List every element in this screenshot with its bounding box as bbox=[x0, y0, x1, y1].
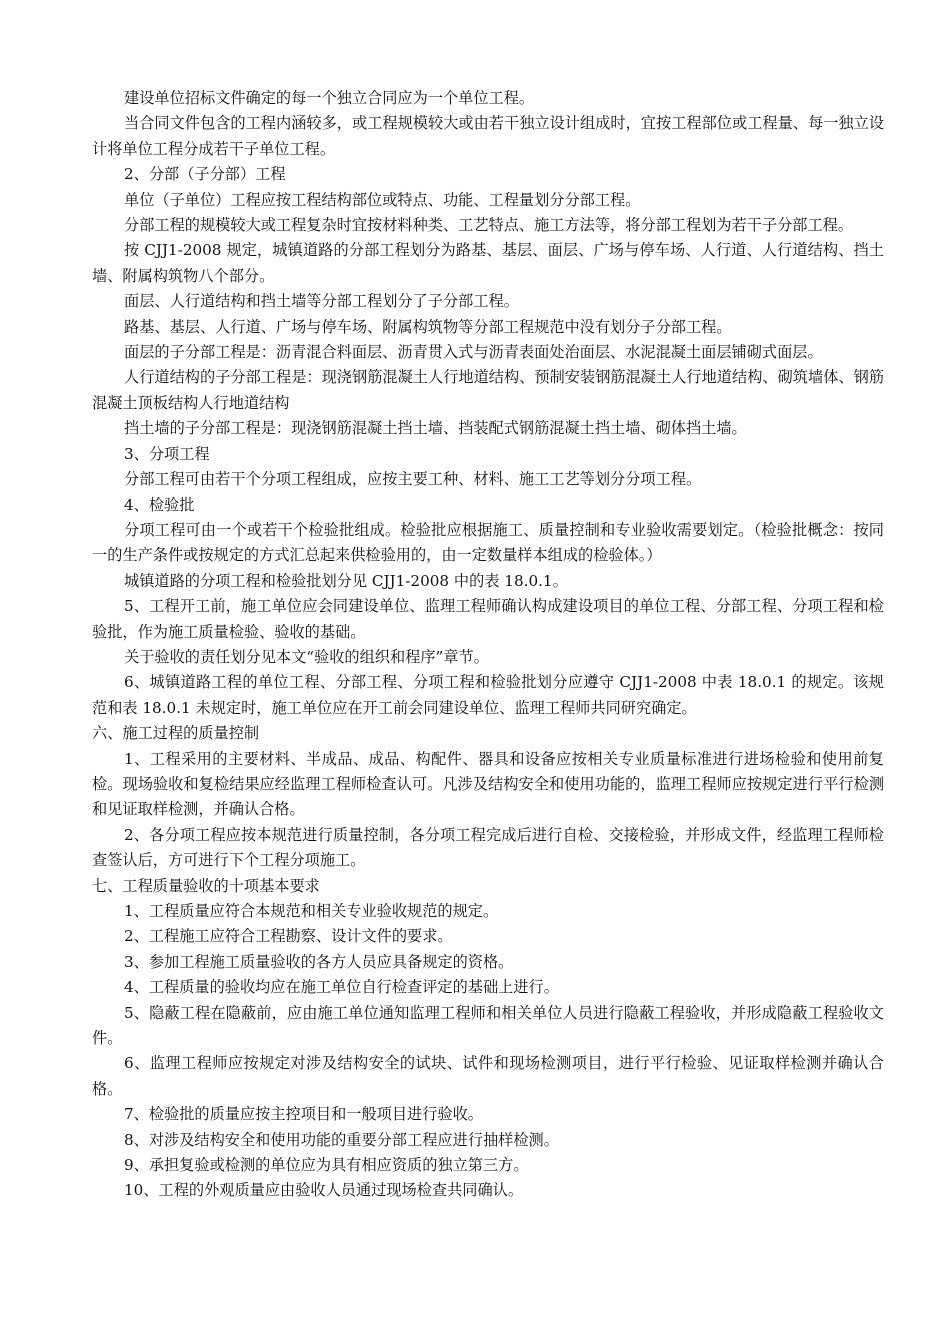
chapter-heading: 六、施工过程的质量控制 bbox=[92, 724, 260, 743]
list-item: 6、监理工程师应按规定对涉及结构安全的试块、试件和现场检测项目，进行平行检验、见证取样检测并确认合格。 bbox=[92, 1054, 884, 1098]
list-item: 9、承担复验或检测的单位应为具有相应资质的独立第三方。 bbox=[124, 1156, 529, 1175]
paragraph: 挡土墙的子分部工程是：现浇钢筋混凝土挡土墙、挡装配式钢筋混凝土挡土墙、砌体挡土墙。 bbox=[124, 419, 747, 438]
paragraph: 面层、人行道结构和挡土墙等分部工程划分了子分部工程。 bbox=[124, 292, 519, 311]
list-item: 5、隐蔽工程在隐蔽前，应由施工单位通知监理工程师和相关单位人员进行隐蔽工程验收，并形成隐蔽工程验收文件。 bbox=[92, 1003, 884, 1048]
paragraph: 6、城镇道路工程的单位工程、分部工程、分项工程和检验批划分应遵守 CJJ1-2008 中表 18.0.1 的规定。该规范和表 18.0.1 未规定时，施工单位应在开工前会同建设单位、监理工程师共同研究确定。 bbox=[92, 673, 884, 717]
paragraph: 5、工程开工前，施工单位应会同建设单位、监理工程师确认构成建设项目的单位工程、分部工程、分项工程和检验批，作为施工质量检验、验收的基础。 bbox=[92, 597, 884, 641]
paragraph: 人行道结构的子分部工程是：现浇钢筋混凝土人行地道结构、预制安装钢筋混凝土人行地道结构、砌筑墙体、钢筋混凝土顶板结构人行地道结构 bbox=[92, 368, 884, 412]
section-heading: 3、分项工程 bbox=[124, 444, 210, 463]
list-item: 3、参加工程施工质量验收的各方人员应具备规定的资格。 bbox=[124, 952, 514, 971]
list-item: 1、工程质量应符合本规范和相关专业验收规范的规定。 bbox=[124, 902, 499, 920]
list-item: 7、检验批的质量应按主控项目和一般项目进行验收。 bbox=[124, 1105, 483, 1124]
paragraph: 路基、基层、人行道、广场与停车场、附属构筑物等分部工程规范中没有划分子分部工程。 bbox=[124, 317, 732, 336]
list-item: 4、工程质量的验收均应在施工单位自行检查评定的基础上进行。 bbox=[124, 978, 559, 997]
paragraph: 当合同文件包含的工程内涵较多，或工程规模较大或由若干独立设计组成时，宜按工程部位或工程量、每一独立设计将单位工程分成若干子单位工程。 bbox=[92, 114, 884, 158]
list-item: 8、对涉及结构安全和使用功能的重要分部工程应进行抽样检测。 bbox=[124, 1130, 559, 1149]
paragraph: 分项工程可由一个或若干个检验批组成。检验批应根据施工、质量控制和专业验收需要划定。（检验批概念：按同一的生产条件或按规定的方式汇总起来供检验用的，由一定数量样本组成的检验体。） bbox=[92, 520, 884, 565]
paragraph: 分部工程的规模较大或工程复杂时宜按材料种类、工艺特点、施工方法等，将分部工程划为若干子分部工程。 bbox=[124, 216, 853, 235]
paragraph: 面层的子分部工程是：沥青混合料面层、沥青贯入式与沥青表面处治面层、水泥混凝土面层铺砌式面层。 bbox=[124, 343, 823, 362]
paragraph: 单位（子单位）工程应按工程结构部位或特点、功能、工程量划分分部工程。 bbox=[124, 190, 641, 209]
section-heading: 4、检验批 bbox=[124, 495, 195, 514]
paragraph: 按 CJJ1-2008 规定，城镇道路的分部工程划分为路基、基层、面层、广场与停车场、人行道、人行道结构、挡土墙、附属构筑物八个部分。 bbox=[92, 241, 884, 285]
paragraph: 分部工程可由若干个分项工程组成，应按主要工种、材料、施工工艺等划分分项工程。 bbox=[124, 470, 702, 489]
paragraph: 2、各分项工程应按本规范进行质量控制，各分项工程完成后进行自检、交接检验，并形成文件，经监理工程师检查签认后，方可进行下个工程分项施工。 bbox=[92, 825, 884, 870]
document-page bbox=[92, 86, 884, 1204]
paragraph: 关于验收的责任划分见本文“验收的组织和程序”章节。 bbox=[124, 647, 489, 666]
paragraph: 1、工程采用的主要材料、半成品、成品、构配件、器具和设备应按相关专业质量标准进行进场检验和使用前复检。现场验收和复检结果应经监理工程师检查认可。凡涉及结构安全和使用功能的，监理工程师应按规定进行平行检测和见证取样检测，并确认合格。 bbox=[92, 749, 884, 819]
list-item: 10、工程的外观质量应由验收人员通过现场检查共同确认。 bbox=[124, 1181, 524, 1200]
list-item: 2、工程施工应符合工程勘察、设计文件的要求。 bbox=[124, 927, 453, 946]
chapter-heading: 七、工程质量验收的十项基本要求 bbox=[92, 876, 320, 895]
paragraph: 建设单位招标文件确定的每一个独立合同应为一个单位工程。 bbox=[124, 89, 535, 107]
paragraph: 城镇道路的分项工程和检验批划分见 CJJ1-2008 中的表 18.0.1。 bbox=[124, 571, 568, 590]
section-heading: 2、分部（子分部）工程 bbox=[124, 165, 286, 184]
